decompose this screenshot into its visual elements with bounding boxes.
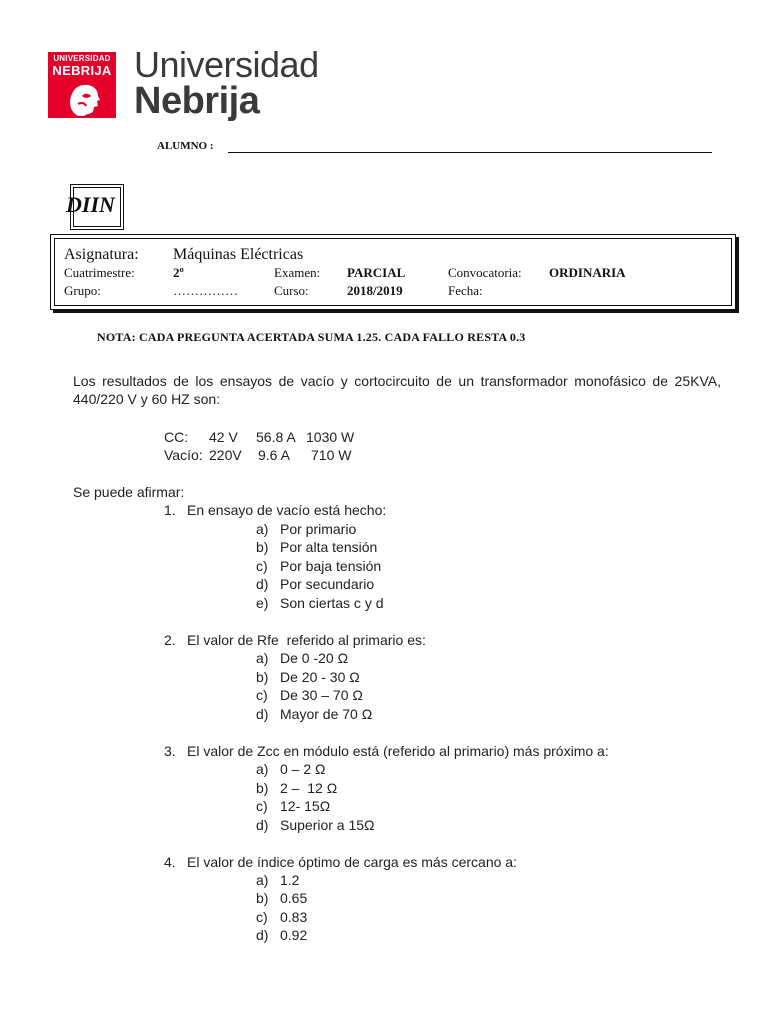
q1-option-d[interactable]: Por secundario: [280, 576, 375, 592]
curso-label: Curso:: [274, 283, 309, 298]
cc-label: CC:: [164, 429, 189, 445]
q1-option-b-letter: b): [256, 539, 269, 555]
q3-option-c-letter: c): [256, 798, 268, 814]
q1-option-b[interactable]: Por alta tensión: [280, 539, 378, 555]
q3-option-a-letter: a): [256, 761, 269, 777]
q2-option-d-letter: d): [256, 706, 269, 722]
q2-option-a-letter: a): [256, 650, 269, 666]
question-2-text: El valor de Rfe referido al primario es:: [187, 632, 426, 648]
question-4-text: El valor de índice óptimo de carga es más cercano a:: [187, 854, 517, 870]
q1-option-c-letter: c): [256, 558, 268, 574]
university-logo-mark: [48, 52, 116, 118]
examen-value: PARCIAL: [347, 265, 406, 280]
q1-option-c[interactable]: Por baja tensión: [280, 558, 382, 574]
question-1-number: 1.: [164, 502, 176, 518]
fecha-label: Fecha:: [448, 283, 483, 298]
cc-current: 56.8 A: [256, 429, 296, 445]
q2-option-d[interactable]: Mayor de 70 Ω: [280, 706, 373, 722]
q1-option-e-letter: e): [256, 595, 269, 611]
vacio-current: 9.6 A: [258, 447, 290, 463]
q2-option-b-letter: b): [256, 669, 269, 685]
question-2-number: 2.: [164, 632, 176, 648]
asignatura-label: Asignatura:: [64, 246, 139, 263]
q3-option-b[interactable]: 2 – 12 Ω: [280, 780, 338, 796]
q4-option-c[interactable]: 0.83: [280, 909, 308, 925]
logo-word-universidad: Universidad: [134, 44, 319, 85]
q3-option-d-letter: d): [256, 817, 269, 833]
q1-option-a-letter: a): [256, 521, 269, 537]
q1-option-a[interactable]: Por primario: [280, 521, 357, 537]
question-3-text: El valor de Zcc en módulo está (referido al primario) más próximo a:: [187, 743, 609, 759]
q1-option-e[interactable]: Son ciertas c y d: [280, 595, 384, 611]
logo-word-nebrija: Nebrija: [134, 80, 260, 122]
logo-small-line1: UNIVERSIDAD: [53, 54, 111, 63]
question-3-number: 3.: [164, 743, 176, 759]
q3-option-d[interactable]: Superior a 15Ω: [280, 817, 375, 833]
grupo-value: ……………: [173, 283, 238, 298]
examen-label: Examen:: [274, 265, 321, 280]
intro-paragraph: Los resultados de los ensayos de vacío y cortocircuito de un transformador monofásico de 25KVA, 440/220 V y 60 HZ son:: [73, 373, 721, 407]
se-puede-afirmar: Se puede afirmar:: [73, 484, 185, 500]
q1-option-d-letter: d): [256, 576, 269, 592]
alumno-name-line[interactable]: [228, 152, 712, 153]
question-4-number: 4.: [164, 854, 176, 870]
q4-option-a[interactable]: 1.2: [280, 872, 300, 888]
q2-option-c[interactable]: De 30 – 70 Ω: [280, 687, 363, 703]
cuatrimestre-label: Cuatrimestre:: [64, 265, 135, 280]
q3-option-b-letter: b): [256, 780, 269, 796]
dept-label: DIIN: [66, 192, 115, 217]
question-1-text: En ensayo de vacío está hecho:: [187, 502, 387, 518]
asignatura-value: Máquinas Eléctricas: [173, 246, 304, 263]
q4-option-b[interactable]: 0.65: [280, 890, 308, 906]
cc-power: 1030 W: [306, 429, 355, 445]
convocatoria-value: ORDINARIA: [549, 265, 626, 280]
logo-small-line2: NEBRIJA: [52, 63, 112, 78]
q3-option-c[interactable]: 12- 15Ω: [280, 798, 331, 814]
q2-option-a[interactable]: De 0 -20 Ω: [280, 650, 349, 666]
cuatrimestre-value: 2º: [173, 265, 184, 280]
curso-value: 2018/2019: [347, 283, 403, 298]
q2-option-c-letter: c): [256, 687, 268, 703]
grading-note: NOTA: CADA PREGUNTA ACERTADA SUMA 1.25. CADA FALLO RESTA 0.3: [97, 330, 526, 344]
q4-option-a-letter: a): [256, 872, 269, 888]
vacio-voltage: 220V: [209, 447, 242, 463]
grupo-label: Grupo:: [64, 283, 101, 298]
q4-option-d[interactable]: 0.92: [280, 927, 308, 943]
q3-option-a[interactable]: 0 – 2 Ω: [280, 761, 326, 777]
nebrija-profile-icon: [48, 76, 116, 118]
cc-voltage: 42 V: [209, 429, 238, 445]
q4-option-d-letter: d): [256, 927, 269, 943]
vacio-power: 710 W: [311, 447, 352, 463]
alumno-label: ALUMNO :: [157, 140, 214, 152]
vacio-label: Vacío:: [164, 447, 203, 463]
convocatoria-label: Convocatoria:: [448, 265, 522, 280]
q4-option-b-letter: b): [256, 890, 269, 906]
q4-option-c-letter: c): [256, 909, 268, 925]
q2-option-b[interactable]: De 20 - 30 Ω: [280, 669, 360, 685]
